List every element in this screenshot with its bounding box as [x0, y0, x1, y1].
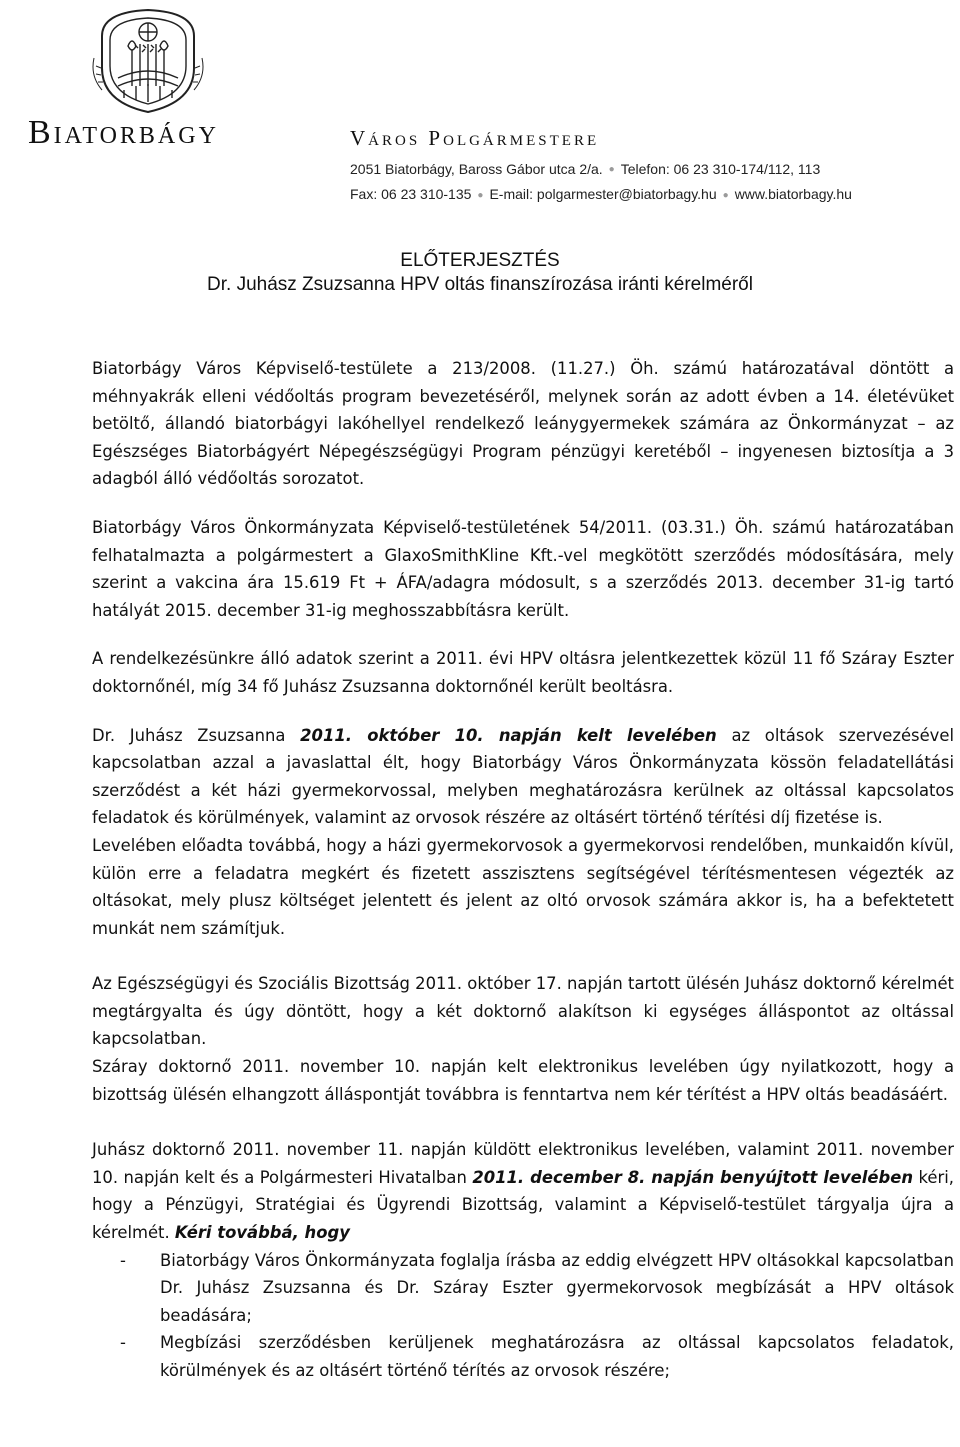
paragraph-4-text: Dr. Juhász Zsuzsanna [92, 725, 301, 745]
crest-icon [88, 6, 208, 116]
dash-bullet: - [120, 1333, 126, 1353]
document-title: ELŐTERJESZTÉS [400, 250, 560, 271]
separator-dot-icon: ● [608, 164, 615, 176]
paragraph-1: Biatorbágy Város Képviselő-testülete a 213/2008. (11.27.) Öh. számú határozatával döntött a méhnyakrák elleni védőoltás program bevezetéséről, melynek során az adott évben a 14. életévüket betöltő, állandó biatorbágyi lakóhellyel rendelkező leánygyermekek számára az Önkormányzat – az Egészséges Biatorbágyért Népegészségügyi Program pénzügyi keretéből – ingyenesen biztosítja a 3 adagból álló védőoltás sorozatot. [92, 359, 954, 489]
paragraph-8-text: Juhász doktornő 2011. november 11. napján küldött elektronikus levelében, valamint 2011. november 10. napján kelt és a Polgármesteri Hivatalban [92, 1140, 954, 1187]
paragraph-4-text-end: az oltások szervezésével kapcsolatban azzal a javaslattal élt, hogy Biatorbágy Város Önkormányzata kössön feladatellátási szerződést a két házi gyermekorvossal, melyben meghatározásra kerülnek az oltással kapcsolatos feladatok és körülmények, valamint az orvosok részére az oltásért történő térítési díj fizetése is. [92, 725, 955, 828]
paragraph-2: Biatorbágy Város Önkormányzata Képviselő-testületének 54/2011. (03.31.) Öh. számú határozatában felhatalmazta a polgármestert a GlaxoSmithKline Kft.-vel megkötött szerződés módosítására, mely szerint a vakcina ára 15.619 Ft + ÁFA/adagra módosult, s a szerződés 2013. december 31-ig tartó hatályát 2015. december 31-ig meghosszabbításra került. [92, 517, 954, 620]
document-heading [0, 250, 960, 296]
email[interactable]: E-mail: polgarmester@biatorbagy.hu [489, 186, 717, 203]
fax: Fax: 06 23 310-135 [350, 186, 472, 203]
list-item-text: Megbízási szerződésben kerüljenek meghatározásra az oltással kapcsolatos feladatok, körülmények és az oltásért történő térítés az orvosok részére; [160, 1333, 954, 1380]
office-title: Város Polgármestere [350, 126, 600, 150]
paragraph-3: A rendelkezésünkre álló adatok szerint a 2011. évi HPV oltásra jelentkezettek közül 11 fő Száray Eszter doktornőnél, míg 34 fő Juhász Zsuzsanna doktornőnél került beoltásra. [92, 649, 954, 696]
list-item [92, 1329, 954, 1384]
letterhead-info [350, 126, 852, 208]
request-list [92, 1247, 954, 1385]
separator-dot-icon: ● [477, 189, 484, 201]
address: 2051 Biatorbágy, Baross Gábor utca 2/a. [350, 161, 603, 177]
brand-name: Biatorbágy [28, 114, 219, 151]
paragraph-8-request: Kéri továbbá, hogy [174, 1223, 350, 1243]
paragraph-8 [92, 1136, 954, 1246]
phone: Telefon: 06 23 310-174/112, 113 [620, 161, 821, 177]
website-link[interactable]: www.biatorbagy.hu [734, 186, 852, 203]
document-body [92, 355, 954, 1385]
list-item-text: Biatorbágy Város Önkormányzata foglalja írásba az eddig elvégzett HPV oltásokkal kapcsolatban Dr. Juhász Zsuzsanna és Dr. Száray Eszter gyermekorvosok megbízását a HPV oltások beadására; [160, 1250, 954, 1325]
separator-dot-icon: ● [722, 189, 729, 201]
paragraph-6: Az Egészségügyi és Szociális Bizottság 2011. október 17. napján tartott ülésén Juhász doktornő kérelmét megtárgyalta és úgy döntött, hogy a két doktornő alakítson ki egységes álláspontot az oltással kapcsolatban. [92, 974, 954, 1049]
contact-line-2 [350, 182, 852, 207]
contact-line-1 [350, 157, 852, 182]
paragraph-5: Levelében előadta továbbá, hogy a házi gyermekorvosok a gyermekorvosi rendelőben, munkaidőn kívül, külön erre a feladatra megkért és fizetett asszisztens segítségével térítésmentesen végezték az oltásokat, mely plusz költséget jelentett és jelent az oltó orvosok számára akkor is, ha a befektetett munkát nem számítjuk. [92, 835, 954, 938]
paragraph-8-text-end: kéri, hogy a Pénzügyi, Stratégiai és Ügyrendi Bizottság, valamint a Képviselő-testület tárgyalja újra a kérelmét. [92, 1167, 954, 1243]
document-subtitle: Dr. Juhász Zsuzsanna HPV oltás finanszírozása iránti kérelméről [207, 274, 753, 295]
paragraph-4 [92, 722, 954, 832]
paragraph-7: Száray doktornő 2011. november 10. napján kelt elektronikus levelében úgy nyilatkozott, hogy a bizottság ülésén elhangzott álláspontját továbbra is fenntartva nem kér térítést a HPV oltás beadásáért. [92, 1057, 954, 1104]
list-item [92, 1247, 954, 1330]
paragraph-8-highlight: 2011. december 8. napján benyújtott levelében [472, 1167, 914, 1187]
paragraph-4-highlight: 2011. október 10. napján kelt levelében [300, 725, 717, 745]
dash-bullet: - [120, 1250, 126, 1270]
